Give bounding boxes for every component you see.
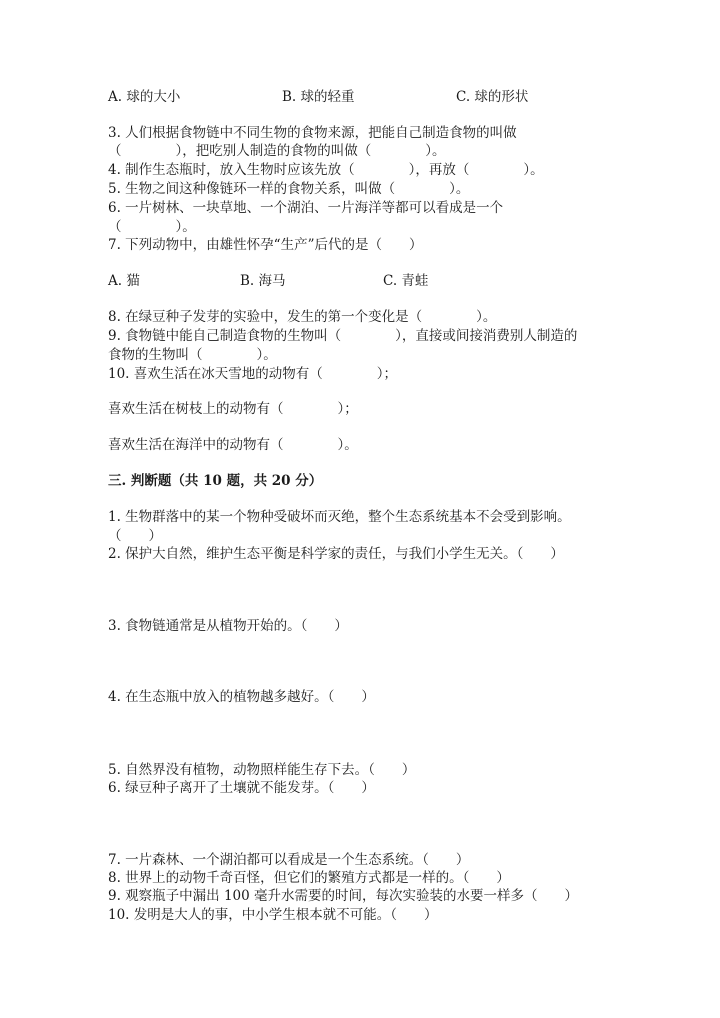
question-10-line-3: 喜欢生活在海洋中的动物有（ ）。: [108, 437, 358, 453]
question-6-line-2: （ ）。: [108, 219, 196, 235]
question-3-line-1: 3. 人们根据食物链中不同生物的食物来源，把能自己制造食物的叫做: [108, 125, 517, 141]
option-a-cat: A. 猫: [108, 273, 140, 289]
question-9-line-2: 食物的生物叫（ ）。: [108, 347, 277, 363]
option-c-frog: C. 青蛙: [383, 273, 429, 289]
option-b-seahorse: B. 海马: [240, 273, 286, 289]
question-8: 8. 在绿豆种子发芽的实验中，发生的第一个变化是（ ）。: [108, 309, 497, 325]
judge-item-4: 4. 在生态瓶中放入的植物越多越好。（ ）: [108, 689, 375, 705]
question-6-line-1: 6. 一片树林、一块草地、一个湖泊、一片海洋等都可以看成是一个: [108, 200, 504, 216]
question-10-line-2: 喜欢生活在树枝上的动物有（ ）；: [108, 401, 358, 417]
question-5: 5. 生物之间这种像链环一样的食物关系，叫做（ ）。: [108, 181, 470, 197]
option-b-ball-weight: B. 球的轻重: [282, 89, 355, 105]
judge-item-9: 9. 观察瓶子中漏出 100 毫升水需要的时间，每次实验装的水要一样多（ ）: [108, 888, 579, 904]
option-a-ball-size: A. 球的大小: [108, 89, 181, 105]
judge-item-1-blank: （ ）: [108, 528, 162, 544]
question-3-line-2: （ ），把吃别人制造的食物的叫做（ ）。: [108, 143, 446, 159]
option-c-ball-shape: C. 球的形状: [456, 89, 529, 105]
question-10-line-1: 10. 喜欢生活在冰天雪地的动物有（ ）；: [108, 366, 398, 382]
section-3-heading: 三. 判断题（共 10 题，共 20 分）: [108, 473, 323, 489]
judge-item-2: 2. 保护大自然，维护生态平衡是科学家的责任，与我们小学生无关。（ ）: [108, 546, 564, 562]
judge-item-10: 10. 发明是大人的事，中小学生根本就不可能。（ ）: [108, 907, 438, 923]
question-7: 7. 下列动物中，由雄性怀孕“生产”后代的是（ ）: [108, 237, 423, 253]
judge-item-7: 7. 一片森林、一个湖泊都可以看成是一个生态系统。（ ）: [108, 852, 470, 868]
judge-item-3: 3. 食物链通常是从植物开始的。（ ）: [108, 618, 348, 634]
judge-item-6: 6. 绿豆种子离开了土壤就不能发芽。（ ）: [108, 780, 375, 796]
judge-item-8: 8. 世界上的动物千奇百怪，但它们的繁殖方式都是一样的。（ ）: [108, 870, 510, 886]
judge-item-5: 5. 自然界没有植物，动物照样能生存下去。（ ）: [108, 762, 416, 778]
question-4: 4. 制作生态瓶时，放入生物时应该先放（ ），再放（ ）。: [108, 162, 544, 178]
question-9-line-1: 9. 食物链中能自己制造食物的生物叫（ ），直接或间接消费别人制造的: [108, 328, 578, 344]
judge-item-1: 1. 生物群落中的某一个物种受破坏而灭绝，整个生态系统基本不会受到影响。: [108, 509, 571, 525]
